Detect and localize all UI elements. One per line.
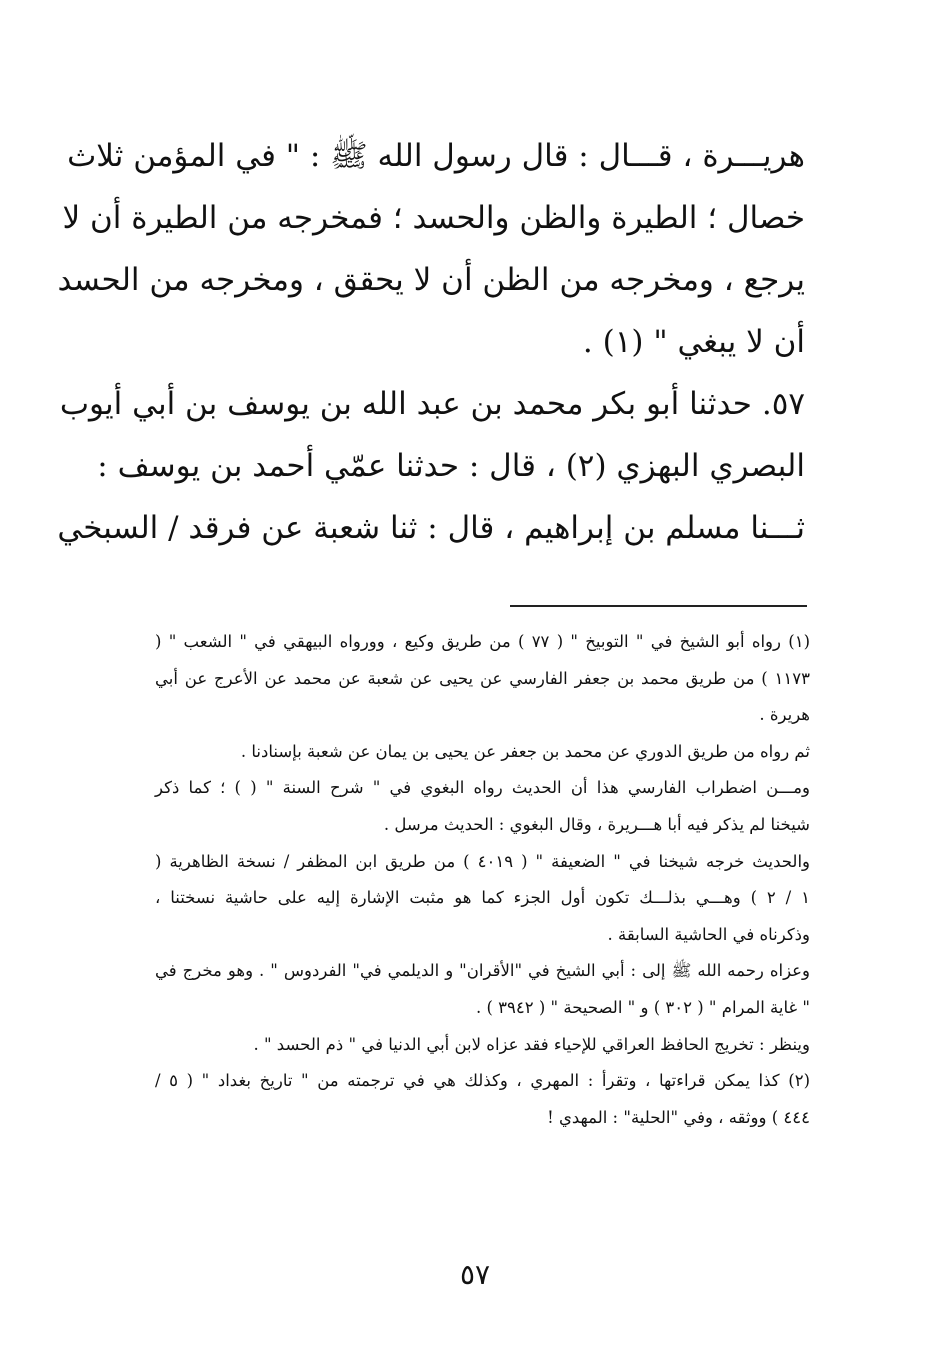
footnote-line: هريرة .: [759, 705, 810, 725]
footnote-line: والحديث خرجه شيخنا في " الضعيفة " ( ٤٠١٩ ) من طريق ابن المظفر / نسخة الظاهرية (: [155, 851, 810, 871]
footnote-line: ١١٧٣ ) من طريق محمد بن جعفر الفارسي عن يحيى عن شعبة عن محمد عن الأعرج عن أبي: [155, 668, 810, 688]
footnote-line: وذكرناه في الحاشية السابقة .: [607, 924, 810, 944]
footnotes-block: [155, 624, 810, 1136]
main-text-block: [57, 125, 805, 559]
footnote-line: وعزاه رحمه الله ﷺ إلى : أبي الشيخ في "الأقران" و الديلمي في" الفردوس " . وهو مخرج في: [155, 961, 810, 981]
footnote-line: (٢) كذا يمكن قراءتها ، وتقرأ : المهري ، وكذلك هي في ترجمته من " تاريخ بغداد " ( ٥ /: [155, 1071, 810, 1091]
main-text-line: ثـــنا مسلم بن إبراهيم ، قال : ثنا شعبة عن فرقد / السبخي: [57, 510, 805, 546]
page-number: ٥٧: [459, 1258, 491, 1291]
footnote-line: ومـــن اضطراب الفارسي هذا أن الحديث رواه البغوي في " شرح السنة " ( ) ؛ كما ذكر: [155, 778, 810, 798]
main-text-line: يرجع ، ومخرجه من الظن أن لا يحقق ، ومخرجه من الحسد: [57, 262, 805, 298]
footnote-line: وينظر : تخريج الحافظ العراقي للإحياء فقد عزاه لابن أبي الدنيا في " ذم الحسد " .: [253, 1034, 810, 1054]
main-text-line: هريـــرة ، قـــال : قال رسول الله ﷺ : " في المؤمن ثلاث: [67, 138, 805, 174]
hadith-57-line: ٥٧. حدثنا أبو بكر محمد بن عبد الله بن يوسف بن أبي أيوب: [59, 386, 805, 422]
main-text-line: البصري البهزي (٢) ، قال : حدثنا عمّي أحمد بن يوسف :: [97, 448, 805, 484]
footnote-line: (١) رواه أبو الشيخ في " التوبيخ " ( ٧٧ ) من طريق وكيع ، وورواه البيهقي في " الشعب " (: [155, 632, 811, 651]
main-text-line: أن لا يبغي " (١) .: [582, 324, 805, 360]
footnote-line: ثم رواه من طريق الدوري عن محمد بن جعفر عن يحيى بن يمان عن شعبة بإسنادنا .: [240, 741, 810, 761]
footnote-line: ١ / ٢ ) وهـــي بذلـــك تكون أول الجزء كما هو مثبت الإشارة إليه على حاشية نسختنا ،: [155, 888, 810, 908]
footnote-line: شيخنا لم يذكر فيه أبا هـــريرة ، وقال البغوي : الحديث مرسل .: [383, 814, 810, 834]
footnote-separator: [510, 605, 807, 607]
main-text-line: خصال ؛ الطيرة والظن والحسد ؛ فمخرجه من الطيرة أن لا: [62, 200, 805, 236]
footnote-line: ٤٤٤ ) ووثقه ، وفي "الحلية" : المهدي !: [547, 1107, 810, 1127]
footnote-line: " غاية المرام " ( ٣٠٢ ) و " الصحيحة " ( ٣٩٤٢ ) .: [475, 997, 810, 1017]
